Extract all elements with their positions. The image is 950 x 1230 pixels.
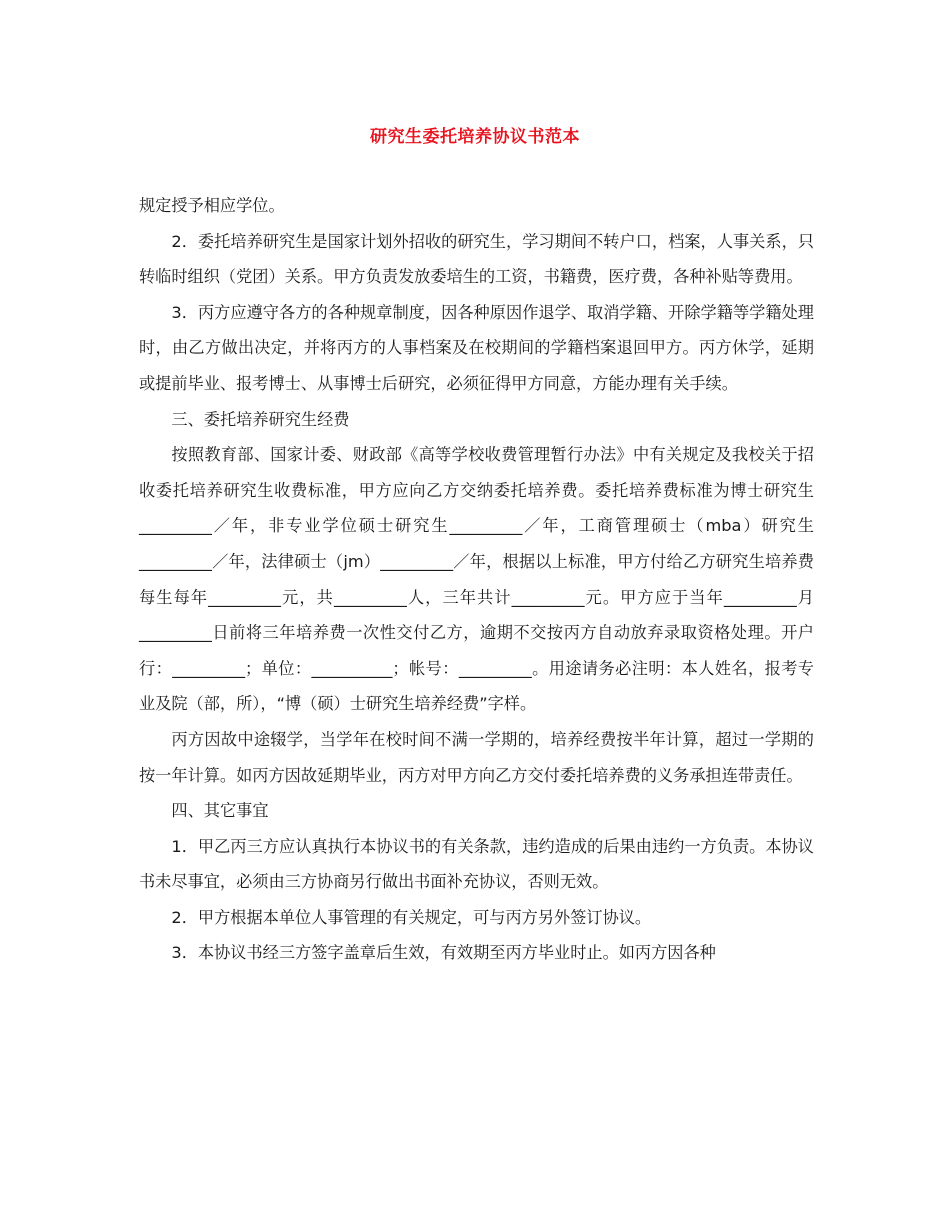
section-heading-funding: 三、委托培养研究生经费 xyxy=(171,409,350,429)
document-title: 研究生委托培养协议书范本 xyxy=(370,127,580,147)
paragraph-8: 3．本协议书经三方签字盖章后生效，有效期至丙方毕业时止。如丙方因各种 xyxy=(171,943,716,963)
paragraph-6: 1．甲乙丙三方应认真执行本协议书的有关条款，违约造成的后果由违约一方负责。本协议书未尽事宜，必须由三方协商另行做出书面补充协议，否则无效。 xyxy=(139,836,814,892)
document-body xyxy=(139,188,814,971)
section-heading-other: 四、其它事宜 xyxy=(171,801,269,821)
paragraph-4: 按照教育部、国家计委、财政部《高等学校收费管理暂行办法》中有关规定及我校关于招收委托培养研究生收费标准，甲方应向乙方交纳委托培养费。委托培养费标准为博士研究生_________／年，非专业学位硕士研究生_________／年，工商管理硕士（mba）研究生_________／年，法律硕士（jm）_________／年，根据以上标准，甲方付给乙方研究生培养费每生每年_________元，共_________人，三年共计_________元。甲方应于当年_________月_________日前将三年培养费一次性交付乙方，逾期不交按丙方自动放弃录取资格处理。开户行：_________；单位：__________；帐号：_________。用途请务必注明：本人姓名，报考专业及院（部，所），“博（硕）士研究生培养经费”字样。 xyxy=(139,445,814,714)
paragraph-7: 2．甲方根据本单位人事管理的有关规定，可与丙方另外签订协议。 xyxy=(171,907,652,927)
paragraph-5: 丙方因故中途辍学，当学年在校时间不满一学期的，培养经费按半年计算，超过一学期的按一年计算。如丙方因故延期毕业，丙方对甲方向乙方交付委托培养费的义务承担连带责任。 xyxy=(139,729,814,785)
paragraph-2: 2．委托培养研究生是国家计划外招收的研究生，学习期间不转户口，档案，人事关系，只转临时组织（党团）关系。甲方负责发放委培生的工资，书籍费，医疗费，各种补贴等费用。 xyxy=(139,231,814,287)
paragraph-3: 3．丙方应遵守各方的各种规章制度，因各种原因作退学、取消学籍、开除学籍等学籍处理时，由乙方做出决定，并将丙方的人事档案及在校期间的学籍档案退回甲方。丙方休学，延期或提前毕业、报考博士、从事博士后研究，必须征得甲方同意，方能办理有关手续。 xyxy=(139,302,814,393)
paragraph-1: 规定授予相应学位。 xyxy=(139,196,285,215)
